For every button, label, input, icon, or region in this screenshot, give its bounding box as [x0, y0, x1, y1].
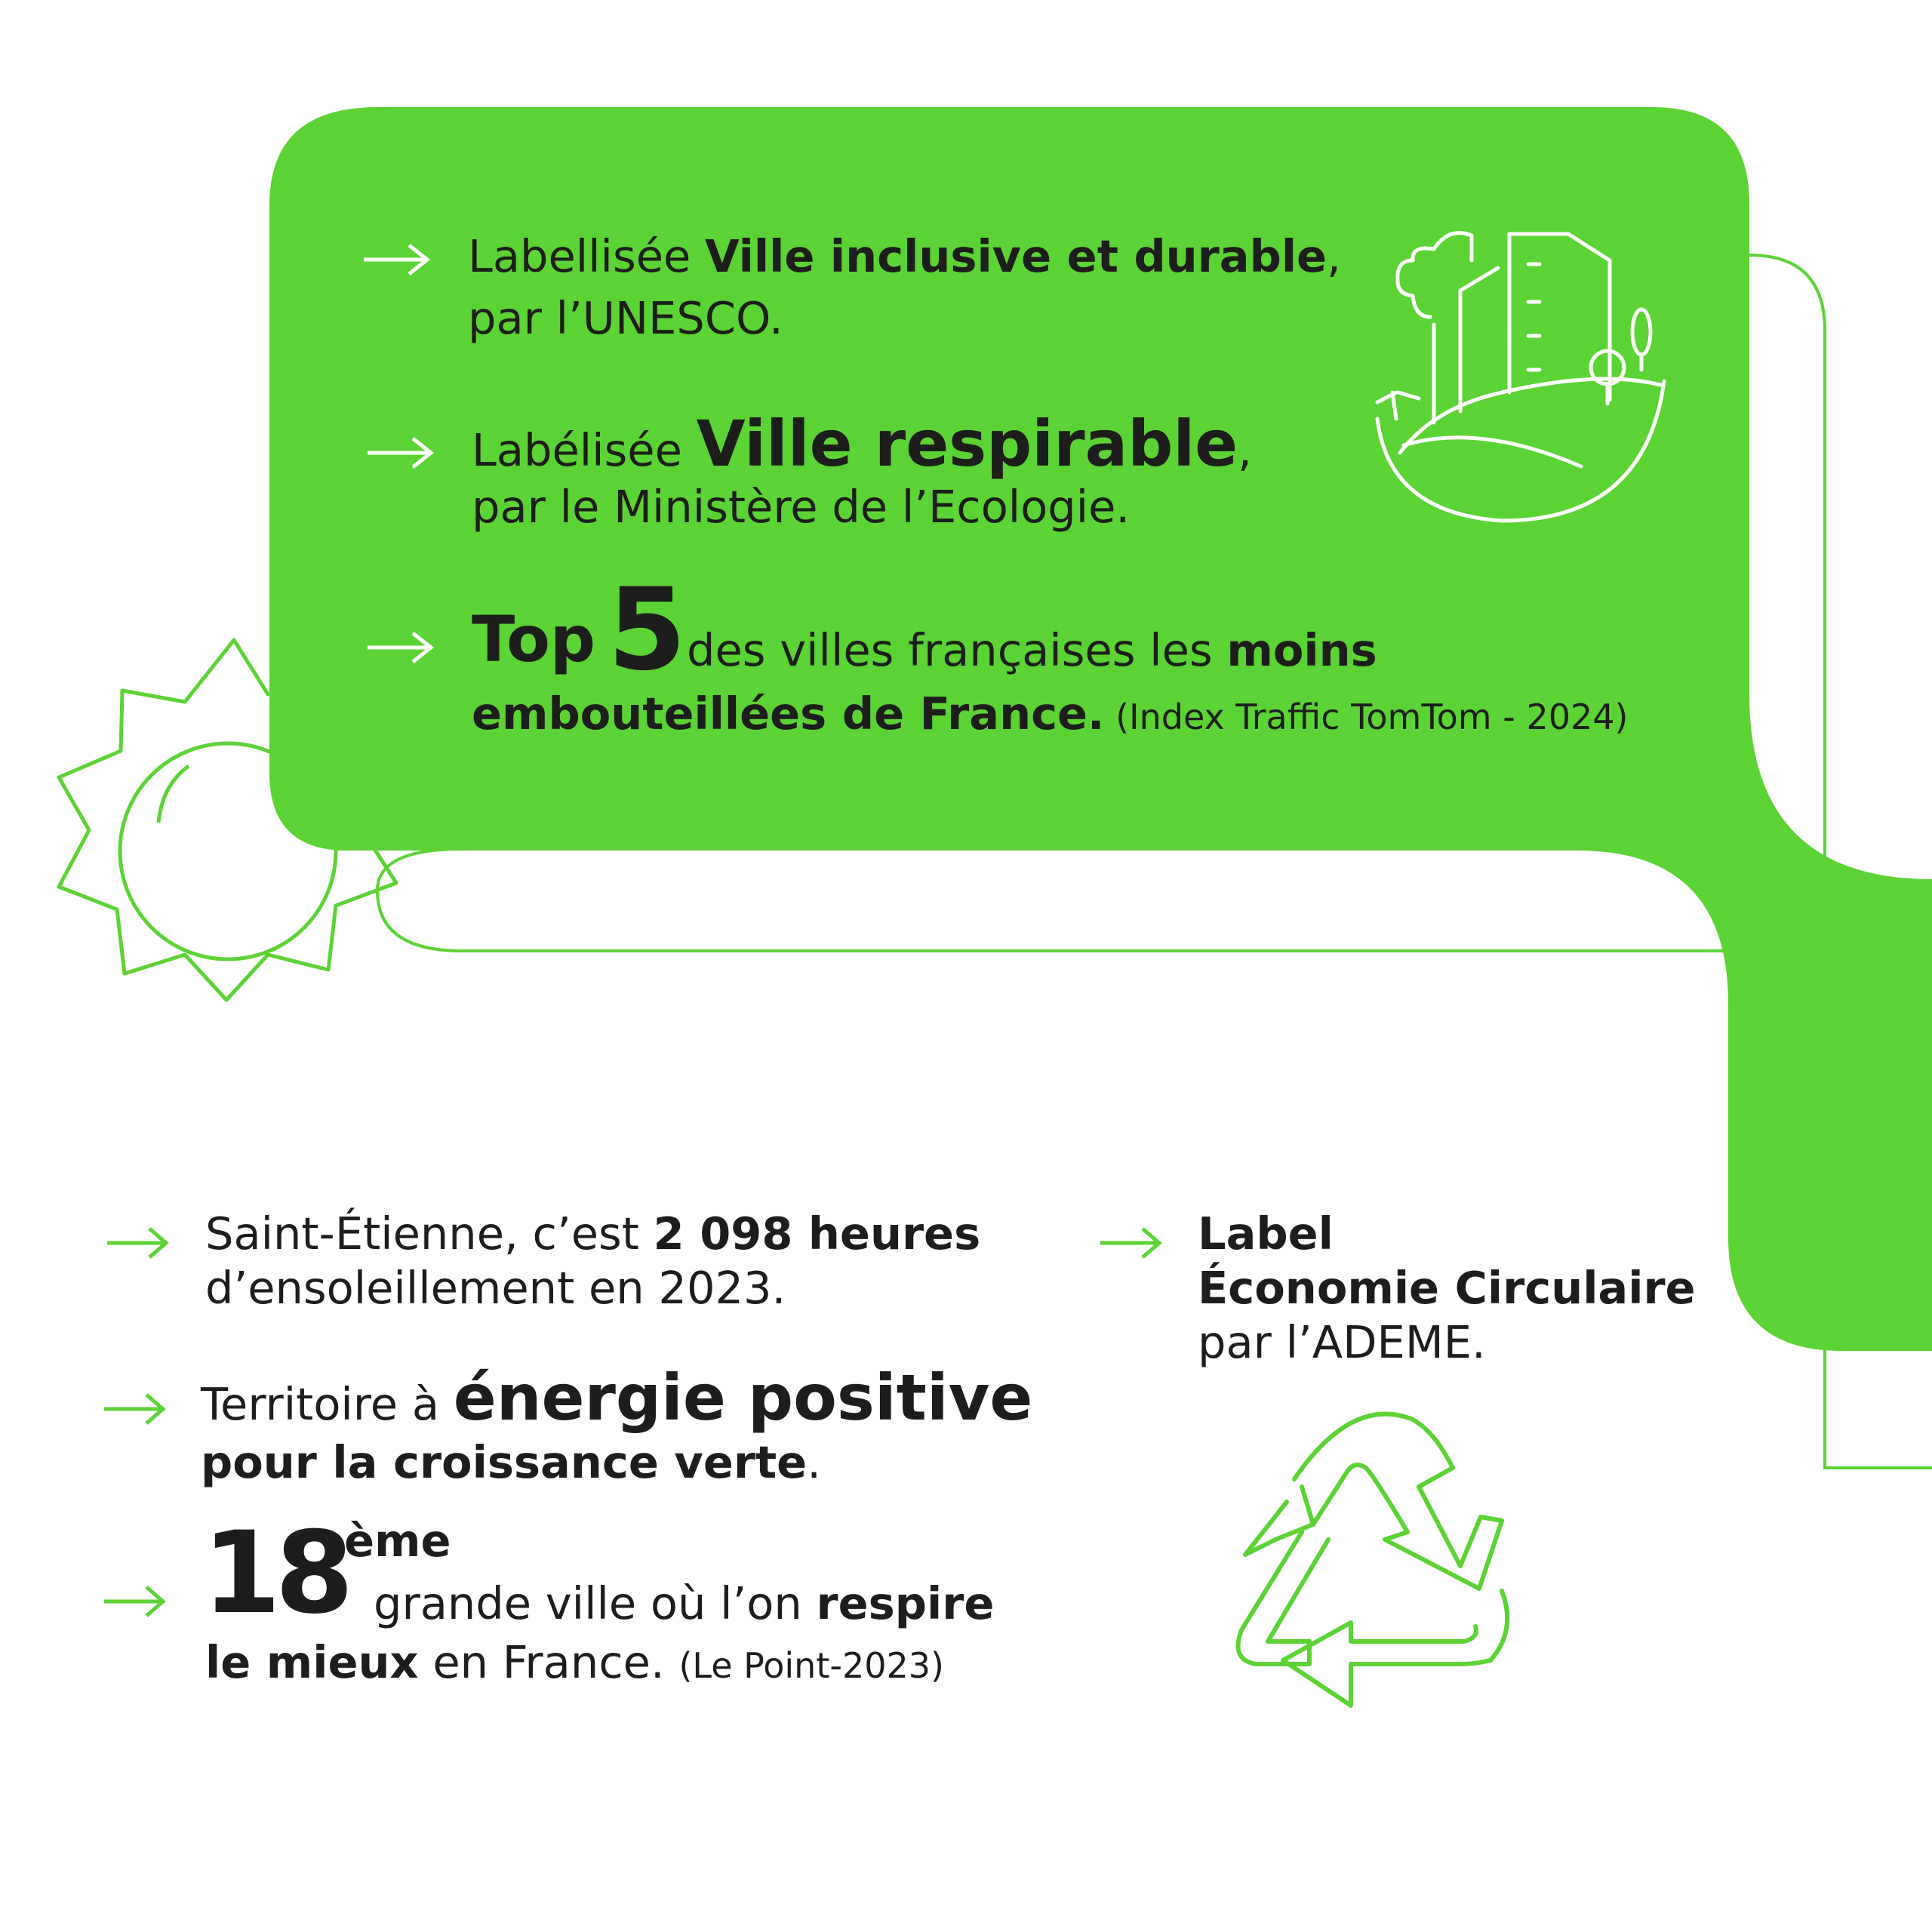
unesco-bold: Ville inclusive et durable: [705, 230, 1327, 282]
top-label: Top: [472, 602, 595, 676]
energy-line2-bold: pour la croissance verte: [201, 1436, 808, 1488]
arrow-right-icon: [1099, 1226, 1163, 1260]
respirable-line-2: par le Ministère de l’Ecologie.: [472, 481, 1131, 533]
sunshine-bold: 2 098 heures: [653, 1208, 981, 1260]
top5-bold2: embouteillées de France.: [472, 688, 1105, 740]
air-source: (Le Point-2023): [678, 1645, 944, 1686]
respirable-pre: Labélisée: [472, 424, 697, 476]
circular-line-2: Économie Circulaire: [1198, 1262, 1696, 1314]
arrow-right-icon: [106, 1226, 170, 1260]
top5-line-2: [472, 684, 1628, 747]
sunshine-line-2: d’ensoleillement en 2023.: [205, 1262, 786, 1314]
circular-line-3: par l’ADEME.: [1198, 1316, 1486, 1368]
recycle-icon: [1238, 1414, 1508, 1706]
air-pre: grande ville où l’on: [374, 1577, 817, 1629]
unesco-line-2: par l’UNESCO.: [468, 292, 783, 344]
top-five-number: 5: [608, 565, 687, 696]
arrow-right-icon: [103, 1392, 167, 1426]
respirable-bold: Ville respirable: [696, 407, 1238, 481]
top5-source: (Index Traffic TomTom - 2024): [1104, 697, 1629, 737]
unesco-line-1: [468, 226, 1341, 287]
unesco-pre: Labellisée: [468, 230, 706, 282]
air-line2-bold: le mieux: [205, 1636, 419, 1688]
air-line-1: [374, 1574, 994, 1634]
energy-bold: énergie positive: [453, 1361, 1033, 1435]
arrow-right-icon: [362, 243, 430, 276]
arrow-right-icon: [366, 436, 434, 469]
energy-line2-post: .: [807, 1436, 821, 1488]
circular-line-1: Label: [1198, 1208, 1334, 1260]
air-line2-post: en France.: [418, 1636, 679, 1688]
air-line-2: [205, 1632, 944, 1696]
energy-line-1: [201, 1361, 1033, 1435]
top5-mid: des villes françaises les: [687, 624, 1227, 676]
rank-suffix: ème: [344, 1515, 451, 1567]
respirable-line-1: [472, 407, 1252, 481]
air-bold: respire: [816, 1577, 995, 1629]
top5-bold1: moins: [1226, 624, 1377, 676]
arrow-right-icon: [103, 1585, 167, 1618]
rank-number: 18: [202, 1508, 348, 1639]
outline-left-panel: [377, 849, 1728, 951]
arrow-right-icon: [366, 631, 434, 664]
respirable-post: ,: [1238, 424, 1252, 476]
sunshine-pre: Saint-Étienne, c’est: [205, 1208, 654, 1260]
sunshine-line-1: [205, 1204, 980, 1264]
energy-line-2: [201, 1432, 821, 1493]
unesco-post: ,: [1327, 230, 1341, 282]
energy-pre: Territoire à: [201, 1378, 454, 1430]
top5-line-1: [687, 620, 1377, 681]
